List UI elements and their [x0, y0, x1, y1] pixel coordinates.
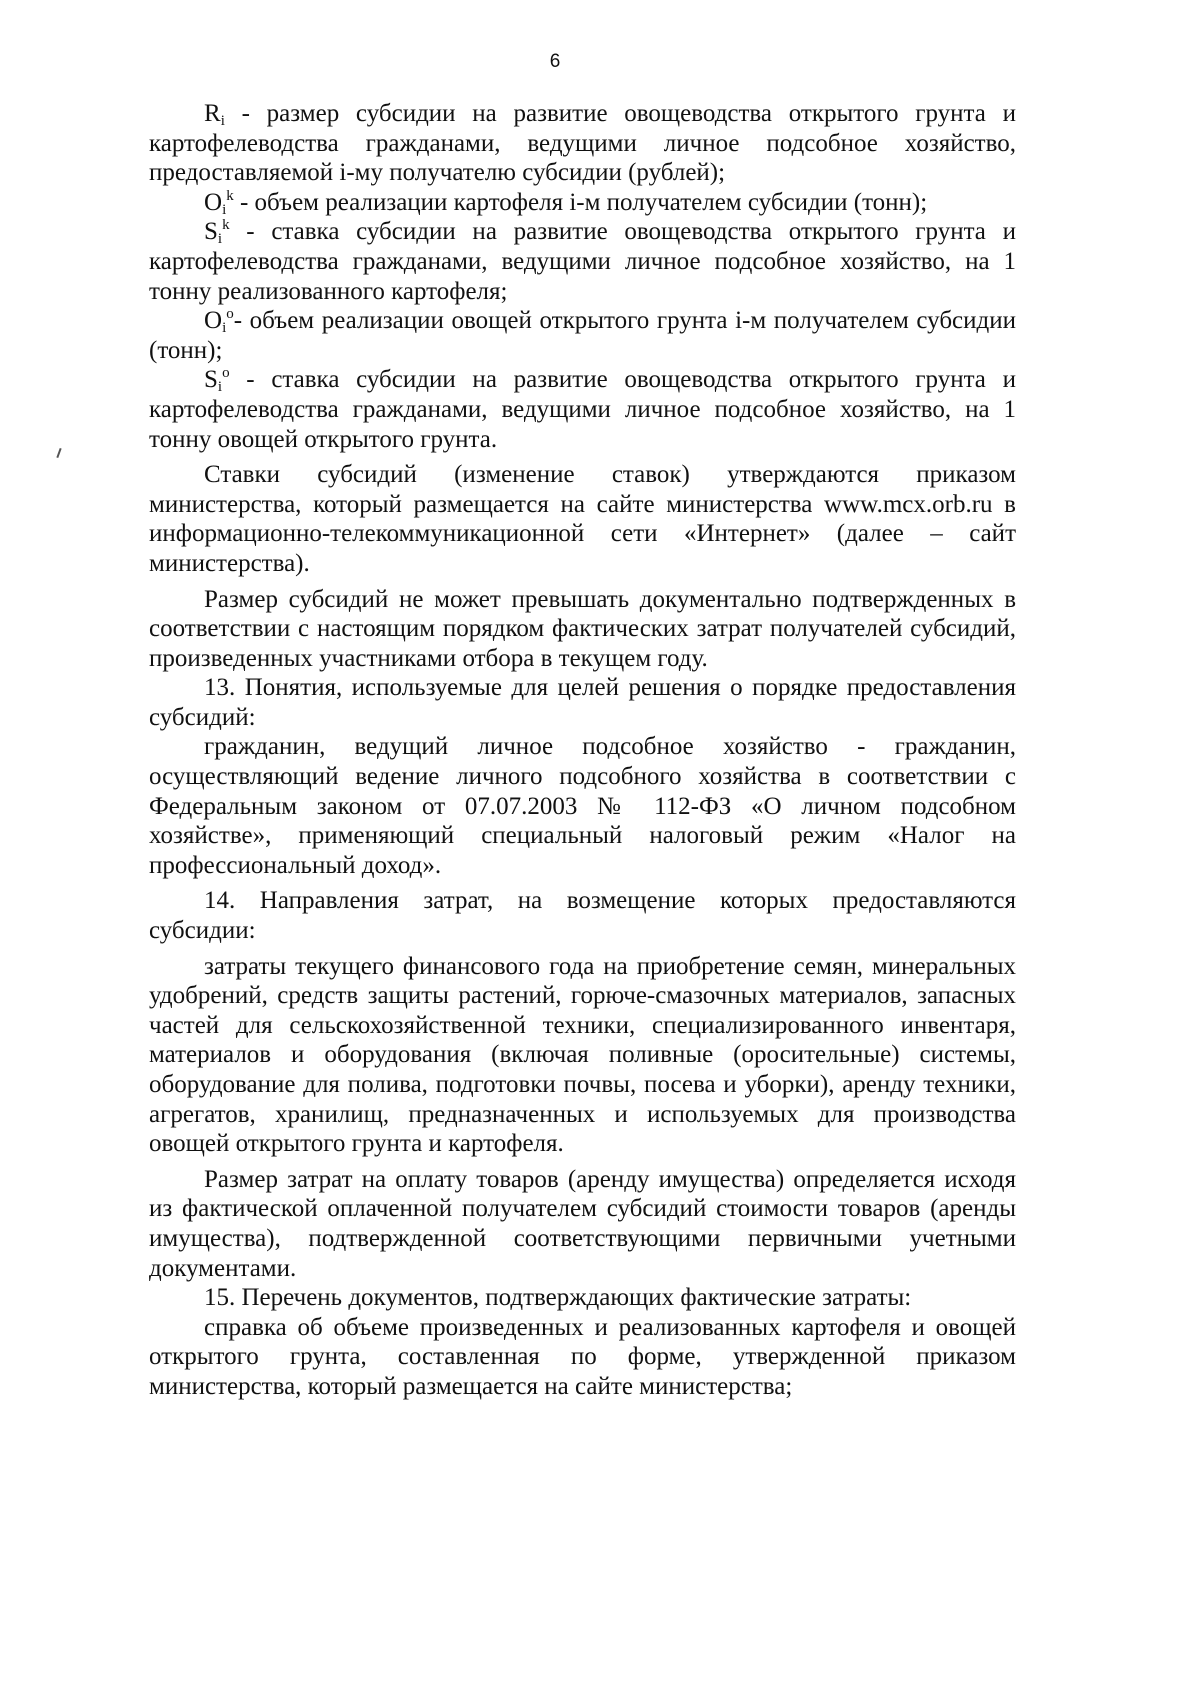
subscript-o-o: i [222, 320, 227, 337]
page-number: 6 [549, 51, 561, 72]
document-body [149, 99, 1016, 1402]
symbol-o-k: O [204, 188, 223, 216]
paragraph-rates: Ставки субсидий (изменение ставок) утверждаются приказом министерства, который размещается на сайте министерства www.mcx.orb.ru в информационно-телекоммуникационной сети «Интернет» (далее – сайт министерства). [149, 461, 1016, 577]
definition-s-o [149, 365, 1016, 454]
superscript-o-o: o [226, 306, 234, 323]
paragraph-certificate: справка об объеме произведенных и реализованных картофеля и овощей открытого грунта, составленная по форме, утвержденной приказом министерства, который размещается на сайте министерства; [149, 1313, 1016, 1400]
definition-o-o [149, 306, 1016, 365]
definition-s-k [149, 217, 1016, 306]
paragraph-item-14: 14. Направления затрат, на возмещение которых предоставляются субсидии: [149, 887, 1016, 945]
subscript-s-k: i [217, 231, 223, 248]
paragraph-item-13: 13. Понятия, используемые для целей решения о порядке предоставления субсидий: [149, 674, 1016, 731]
definition-s-o-text: - ставка субсидии на развитие овощеводства открытого грунта и картофелеводства гражданами, ведущими личное подсобное хозяйство, на 1 тонну овощей открытого грунта. [149, 366, 1016, 453]
subscript-r: i [220, 113, 225, 129]
superscript-o-k: k [226, 187, 234, 204]
paragraph-cost-directions: затраты текущего финансового года на приобретение семян, минеральных удобрений, средств защиты растений, горюче-смазочных материалов, запасных частей для сельскохозяйственной техники, специализированного инвентаря, материалов и оборудования (включая поливные (оросительные) системы, оборудование для полива, подготовки почвы, посева и уборки), аренду техники, агрегатов, хранилищ, предназначенных и используемых для производства овощей открытого грунта и картофеля. [149, 952, 1016, 1158]
scan-artifact-mark [56, 448, 61, 458]
symbol-r: R [204, 100, 221, 127]
paragraph-limit: Размер субсидий не может превышать документально подтвержденных в соответствии с настоящим порядком фактических затрат получателей субсидий, произведенных участниками отбора в текущем году. [149, 585, 1016, 672]
subscript-o-k: i [222, 201, 227, 218]
symbol-s-k: S [204, 218, 218, 246]
symbol-s-o: S [204, 366, 218, 394]
superscript-s-k: k [222, 217, 230, 234]
superscript-s-o: o [222, 365, 230, 382]
definition-o-o-text: - объем реализации овощей открытого грунта i-м получателем субсидии (тонн); [149, 307, 1016, 364]
definition-r-text: - размер субсидии на развитие овощеводства открытого грунта и картофелеводства гражданами, ведущими личное подсобное хозяйство, предоставляемой i-му получателю субсидии (рублей); [149, 100, 1016, 187]
definition-o-k [149, 188, 1016, 218]
paragraph-item-15: 15. Перечень документов, подтверждающих фактические затраты: [204, 1284, 912, 1312]
paragraph-cost-size: Размер затрат на оплату товаров (аренду имущества) определяется исходя из фактической оплаченной получателем субсидий стоимости товаров (аренды имущества), подтвержденной соответствующими первичными учетными документами. [149, 1165, 1016, 1282]
definition-r [149, 99, 1016, 188]
definition-o-k-text: - объем реализации картофеля i-м получателем субсидии (тонн); [233, 188, 928, 216]
subscript-s-o: i [217, 379, 223, 396]
paragraph-citizen-definition: гражданин, ведущий личное подсобное хозяйство - гражданин, осуществляющий ведение личного подсобного хозяйства в соответствии с Федеральным законом от 07.07.2003 № 112-ФЗ «О личном подсобном хозяйстве», применяющий специальный налоговый режим «Налог на профессиональный доход». [149, 733, 1016, 879]
symbol-o-o: O [204, 307, 223, 335]
definition-s-k-text: - ставка субсидии на развитие овощеводства открытого грунта и картофелеводства гражданами, ведущими личное подсобное хозяйство, на 1 тонну реализованного картофеля; [149, 218, 1016, 305]
